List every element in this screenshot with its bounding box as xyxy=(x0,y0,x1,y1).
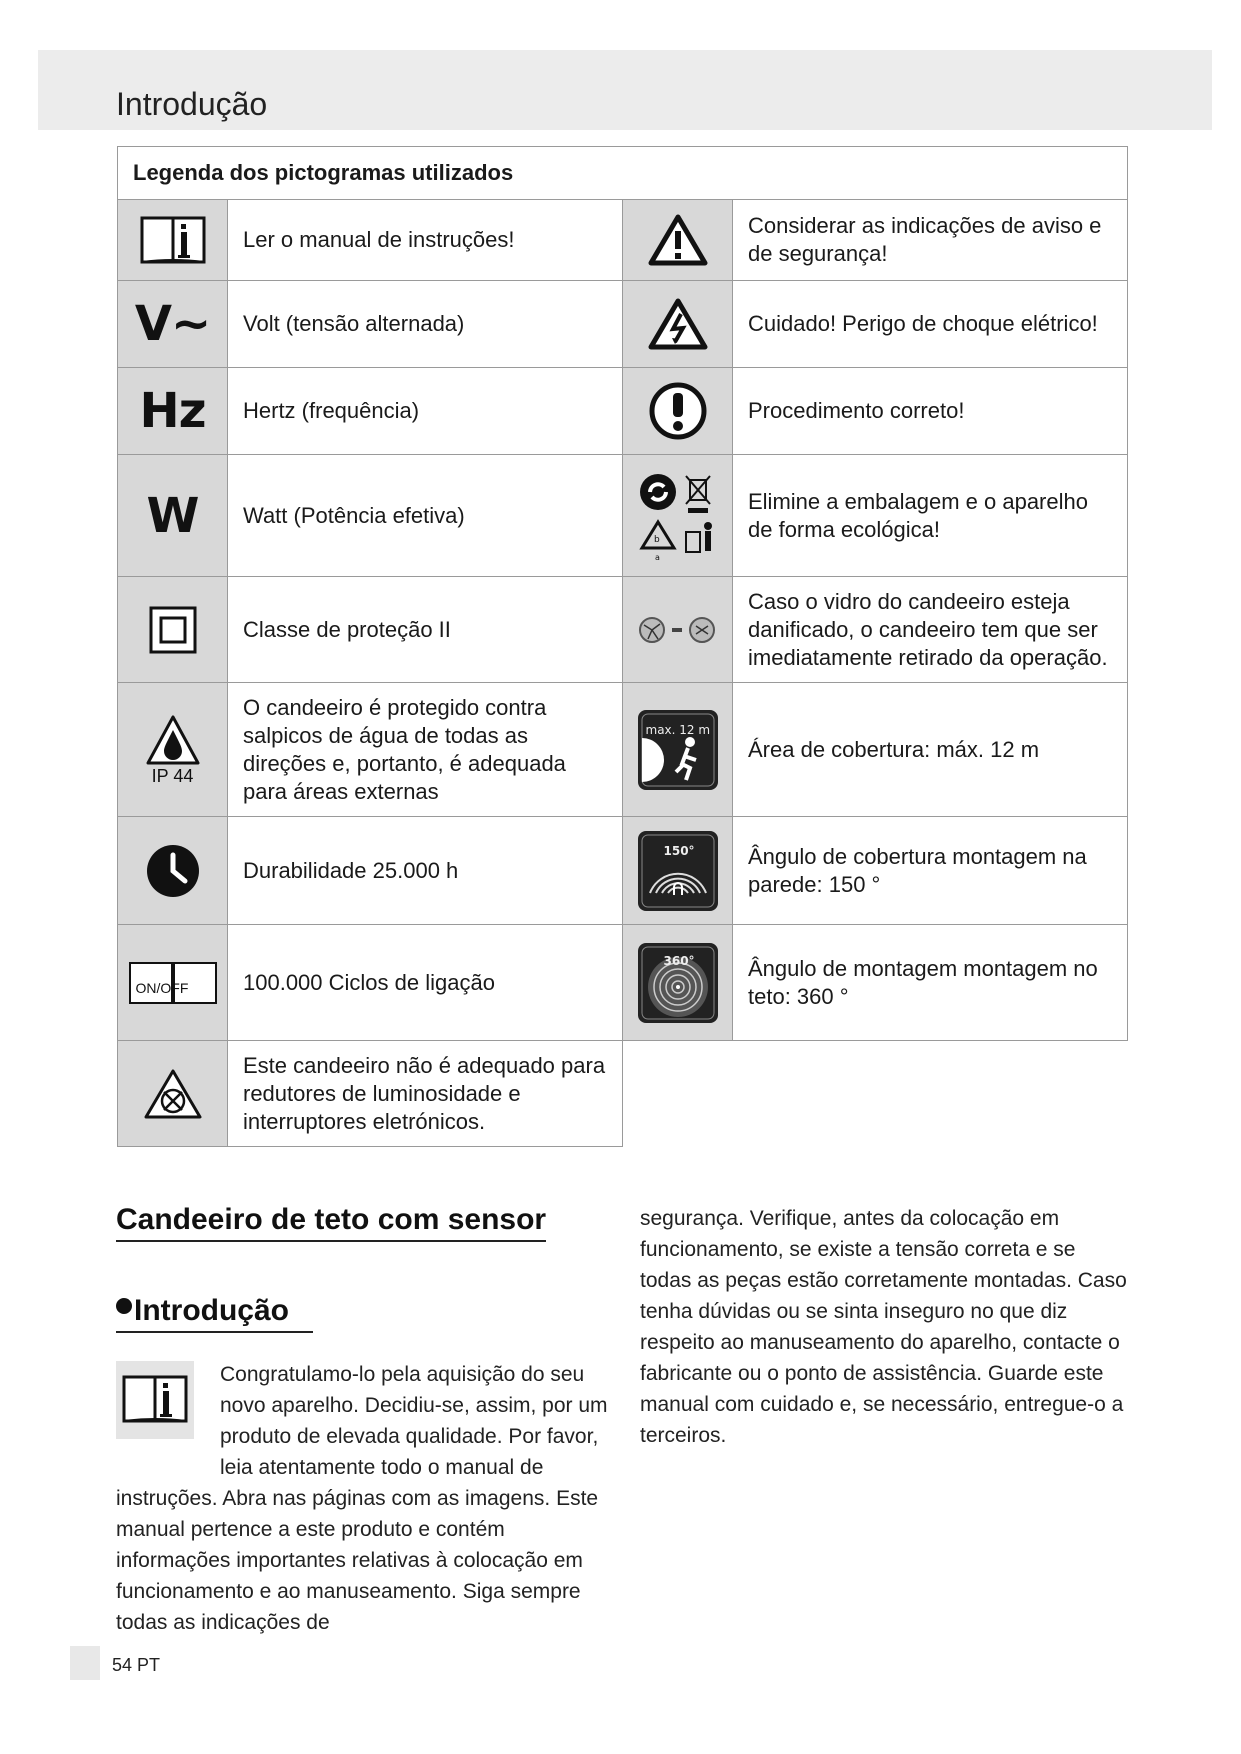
page-number: 54 xyxy=(112,1655,133,1675)
legend-text: Volt (tensão alternada) xyxy=(228,281,623,368)
svg-text:a: a xyxy=(654,552,660,562)
legend-text: Este candeeiro não é adequado para redutores de luminosidade e interruptores eletrónicos. xyxy=(228,1041,623,1147)
language-code: PT xyxy=(137,1655,161,1675)
legend-row xyxy=(118,817,1128,925)
legend-text: Classe de proteção II xyxy=(228,577,623,683)
electric-shock-icon xyxy=(623,281,733,368)
on-off-label: ON/OFF xyxy=(135,979,189,996)
wall-angle-label: 150° xyxy=(663,843,695,858)
legend-text: Considerar as indicações de aviso e de segurança! xyxy=(733,200,1128,281)
wall-angle-150-icon xyxy=(623,817,733,925)
svg-text:b: b xyxy=(653,534,660,545)
intro-paragraph-left: Congratulamo-lo pela aquisição do seu novo aparelho. Decidiu-se, assim, por um produto de elevada qualidade. Por favor, leia atentamente todo o manual de instruções. Abra nas páginas com as imagens. Este manual pertence a este produto e contém informações importantes relativas à colocação em funcionamento e ao manuseamento. Siga sempre todas as indicações de xyxy=(116,1363,608,1634)
exclamation-circle-icon xyxy=(623,368,733,455)
ceiling-angle-label: 360° xyxy=(663,953,695,968)
product-heading: Candeeiro de teto com sensor xyxy=(116,1203,546,1242)
legend-text: Área de cobertura: máx. 12 m xyxy=(733,683,1128,817)
recycling-disposal-icon xyxy=(623,455,733,577)
legend-text: Elimine a embalagem e o aparelho de forma ecológica! xyxy=(733,455,1128,577)
legend-text: Procedimento correto! xyxy=(733,368,1128,455)
legend-row xyxy=(118,577,1128,683)
intro-paragraph-right: segurança. Verifique, antes da colocação em funcionamento, se existe a tensão correta e se todas as peças estão corretamente montadas. Caso tenha dúvidas ou se sinta inseguro no que diz respeito ao manuseamento do aparelho, contacte o fabricante ou o ponto de assistência. Guarde este manual com cuidado e, se necessário, entregue-o a terceiros. xyxy=(640,1207,1127,1447)
footer-marker xyxy=(70,1646,100,1680)
clock-icon xyxy=(118,817,228,925)
legend-row xyxy=(118,368,1128,455)
legend-text: Durabilidade 25.000 h xyxy=(228,817,623,925)
ip44-label: IP 44 xyxy=(151,765,194,786)
broken-glass-icon xyxy=(623,577,733,683)
legend-text: O candeeiro é protegido contra salpicos de água de todas as direções e, portanto, é adequada para áreas externas xyxy=(228,683,623,817)
warning-triangle-icon xyxy=(623,200,733,281)
legend-text: 100.000 Ciclos de ligação xyxy=(228,925,623,1041)
legend-text: Watt (Potência efetiva) xyxy=(228,455,623,577)
page-footer xyxy=(112,1655,160,1676)
legend-text: Caso o vidro do candeeiro esteja danificado, o candeeiro tem que ser imediatamente retirado da operação. xyxy=(733,577,1128,683)
legend-row xyxy=(118,281,1128,368)
hertz-icon xyxy=(118,368,228,455)
legend-row xyxy=(118,200,1128,281)
legend-text: Hertz (frequência) xyxy=(228,368,623,455)
volt-ac-icon xyxy=(118,281,228,368)
legend-text: Ângulo de cobertura montagem na parede: 150 ° xyxy=(733,817,1128,925)
book-info-icon xyxy=(118,200,228,281)
coverage-distance-label: max. 12 m xyxy=(645,722,711,737)
no-dimmer-icon xyxy=(118,1041,228,1147)
page-title: Introdução xyxy=(116,86,268,122)
pictogram-legend-table xyxy=(117,146,1128,1147)
on-off-icon xyxy=(118,925,228,1041)
volt-ac-symbol: V~ xyxy=(134,296,211,352)
legend-caption: Legenda dos pictogramas utilizados xyxy=(118,147,1128,200)
hertz-symbol: Hz xyxy=(139,383,206,439)
watt-icon xyxy=(118,455,228,577)
empty-cell xyxy=(623,1041,1128,1147)
ceiling-angle-360-icon xyxy=(623,925,733,1041)
legend-text: Ângulo de montagem montagem no teto: 360 ° xyxy=(733,925,1128,1041)
legend-row xyxy=(118,925,1128,1041)
intro-heading-text: Introdução xyxy=(134,1294,289,1327)
legend-caption-row xyxy=(118,147,1128,200)
protection-class-ii-icon xyxy=(118,577,228,683)
legend-row xyxy=(118,683,1128,817)
watt-symbol: W xyxy=(146,487,199,544)
legend-text: Ler o manual de instruções! xyxy=(228,200,623,281)
legend-text: Cuidado! Perigo de choque elétrico! xyxy=(733,281,1128,368)
ip44-drop-icon xyxy=(118,683,228,817)
legend-row xyxy=(118,455,1128,577)
bullet-icon xyxy=(116,1298,132,1314)
legend-row xyxy=(118,1041,1128,1147)
coverage-distance-icon xyxy=(623,683,733,817)
intro-heading xyxy=(116,1294,313,1333)
